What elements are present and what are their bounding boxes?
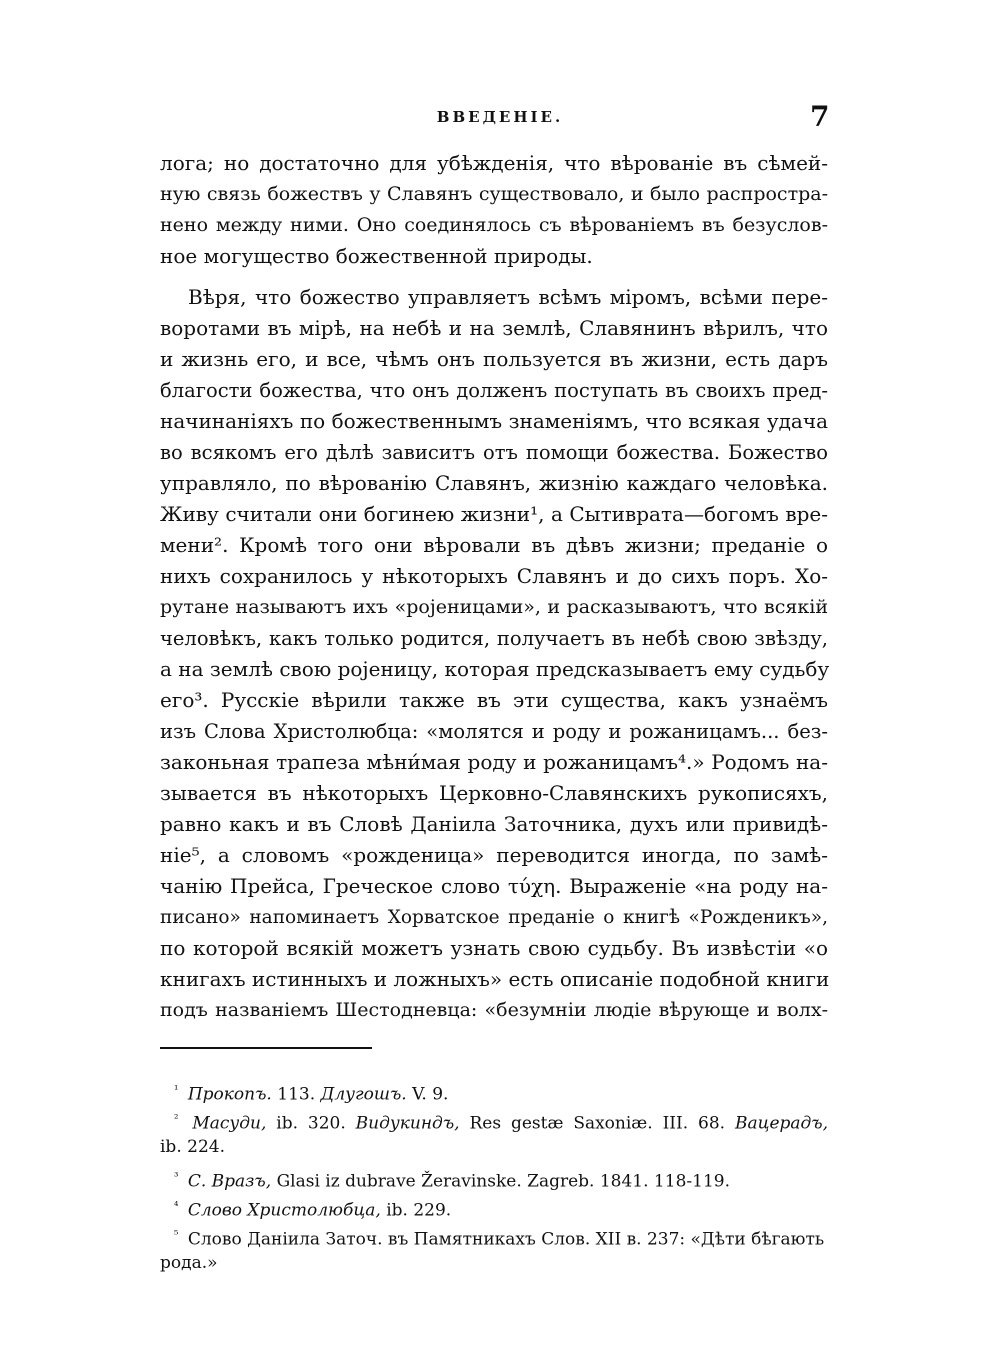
footnote-ref: 113. bbox=[277, 1084, 316, 1105]
text-line: начинаніяхъ по божественнымъ знаменіямъ, что всякая удача bbox=[160, 409, 828, 433]
text-line: ную связь божествъ у Славянъ существовало, и было распростра- bbox=[160, 183, 828, 205]
text-line: писано» напоминаетъ Хорватское преданіе о книгѣ «Рожденикъ», bbox=[160, 907, 828, 928]
footnote-3 bbox=[160, 1162, 828, 1191]
footnote-2 bbox=[160, 1104, 828, 1133]
footnote-marker: ¹ bbox=[174, 1083, 179, 1096]
footnote-marker: ⁵ bbox=[174, 1228, 179, 1241]
text-line: ное могущество божественной природы. bbox=[160, 244, 593, 268]
text-line: книгахъ истинныхъ и ложныхъ» есть описаніе подобной книги bbox=[160, 967, 830, 991]
body-text bbox=[160, 148, 828, 1026]
text-line: воротами въ мірѣ, на небѣ и на землѣ, Славянинъ вѣрилъ, что bbox=[160, 316, 828, 340]
footnote-5 bbox=[160, 1220, 828, 1249]
footnote-author: Видукиндъ, bbox=[355, 1113, 460, 1134]
footnote-2-continuation: ib. 224. bbox=[160, 1137, 225, 1157]
footnote-author: С. Вразъ, bbox=[187, 1171, 272, 1192]
text-line: а на землѣ свою роjеницу, которая предсказываетъ ему судьбу bbox=[160, 657, 830, 681]
text-line: законьная трапеза мѣни́мая роду и рожаницамъ⁴.» Родомъ на- bbox=[160, 750, 828, 774]
footnote-ref: ib. 229. bbox=[386, 1200, 452, 1221]
text-line: равно какъ и въ Словѣ Даніила Заточника, духъ или привидѣ- bbox=[160, 812, 828, 836]
text-line: изъ Слова Христолюбца: «молятся и роду и рожаницамъ... без- bbox=[160, 720, 828, 743]
footnotes bbox=[160, 1075, 828, 1278]
footnote-author: Слово Христолюбца, bbox=[187, 1200, 381, 1221]
footnote-author: Масуди, bbox=[192, 1113, 267, 1134]
text-line: чанію Прейса, Греческое слово τύχη. Выраженіе «на роду на- bbox=[160, 874, 828, 898]
footnote-author: Длугошъ. bbox=[320, 1084, 407, 1105]
text-line: зывается въ нѣкоторыхъ Церковно-Славянскихъ рукописяхъ, bbox=[160, 781, 828, 805]
text-line: и жизнь его, и все, чѣмъ онъ пользуется въ жизни, есть даръ bbox=[160, 347, 828, 371]
footnote-ref: V. 9. bbox=[412, 1084, 449, 1105]
footnote-1 bbox=[160, 1075, 828, 1104]
text-line: Вѣря, что божество управляетъ всѣмъ міромъ, всѣми пере- bbox=[188, 285, 828, 309]
footnote-4 bbox=[160, 1191, 828, 1220]
footnote-ref: Res gestæ Saxoniæ. III. 68. bbox=[469, 1113, 726, 1134]
text-line: нено между ними. Оно соединялось съ вѣрованіемъ въ безуслов- bbox=[160, 214, 828, 236]
text-line: управляло, по вѣрованію Славянъ, жизнію каждаго человѣка. bbox=[160, 471, 828, 495]
text-line: во всякомъ его дѣлѣ зависитъ отъ помощи божества. Божество bbox=[160, 441, 828, 464]
footnote-text: Слово Даніила Заточ. въ Памятникахъ Слов. XII в. 237: «Дѣти бѣгають bbox=[187, 1229, 825, 1250]
footnote-marker: ² bbox=[174, 1112, 179, 1125]
footnote-ref: ib. 320. bbox=[276, 1113, 346, 1134]
text-line: человѣкъ, какъ только родится, получаетъ въ небѣ свою звѣзду, bbox=[160, 627, 828, 650]
text-line: мени². Кромѣ того они вѣровали въ дѣвъ жизни; преданіе о bbox=[160, 533, 828, 557]
text-line: по которой всякій можетъ узнать свою судьбу. Въ извѣстіи «о bbox=[160, 936, 828, 960]
footnote-ref: Glasi iz dubrave Žeravinske. Zagreb. 1841. 118-119. bbox=[276, 1171, 730, 1192]
text-line: его³. Русскіе вѣрили также въ эти существа, какъ узнаёмъ bbox=[160, 688, 828, 712]
footnote-author: Прокопъ. bbox=[187, 1084, 272, 1105]
text-line: ніе⁵, а словомъ «рожденица» переводится иногда, по замѣ- bbox=[160, 843, 828, 867]
footnote-marker: ³ bbox=[174, 1170, 179, 1183]
text-line: подъ названіемъ Шестодневца: «безумніи людіе вѣрующе и волх- bbox=[160, 999, 828, 1021]
text-line: Живу считали они богинею жизни¹, а Сытиврата—богомъ вре- bbox=[160, 502, 828, 526]
footnote-author: Вацерадъ, bbox=[734, 1113, 829, 1134]
page-number: 7 bbox=[810, 100, 830, 133]
footnote-5-continuation: рода.» bbox=[160, 1253, 218, 1273]
footnote-marker: ⁴ bbox=[174, 1199, 179, 1212]
text-line: благости божества, что онъ долженъ поступать въ своихъ пред- bbox=[160, 379, 828, 402]
footnote-divider bbox=[160, 1047, 372, 1049]
text-line: рутане называютъ ихъ «роjеницами», и расказываютъ, что всякій bbox=[160, 596, 828, 618]
running-title: ВВЕДЕНІЕ. bbox=[436, 108, 564, 126]
text-line: лога; но достаточно для убѣжденія, что вѣрованіе въ сѣмей- bbox=[160, 151, 828, 175]
text-line: нихъ сохранилось у нѣкоторыхъ Славянъ и до сихъ поръ. Хо- bbox=[160, 564, 828, 588]
